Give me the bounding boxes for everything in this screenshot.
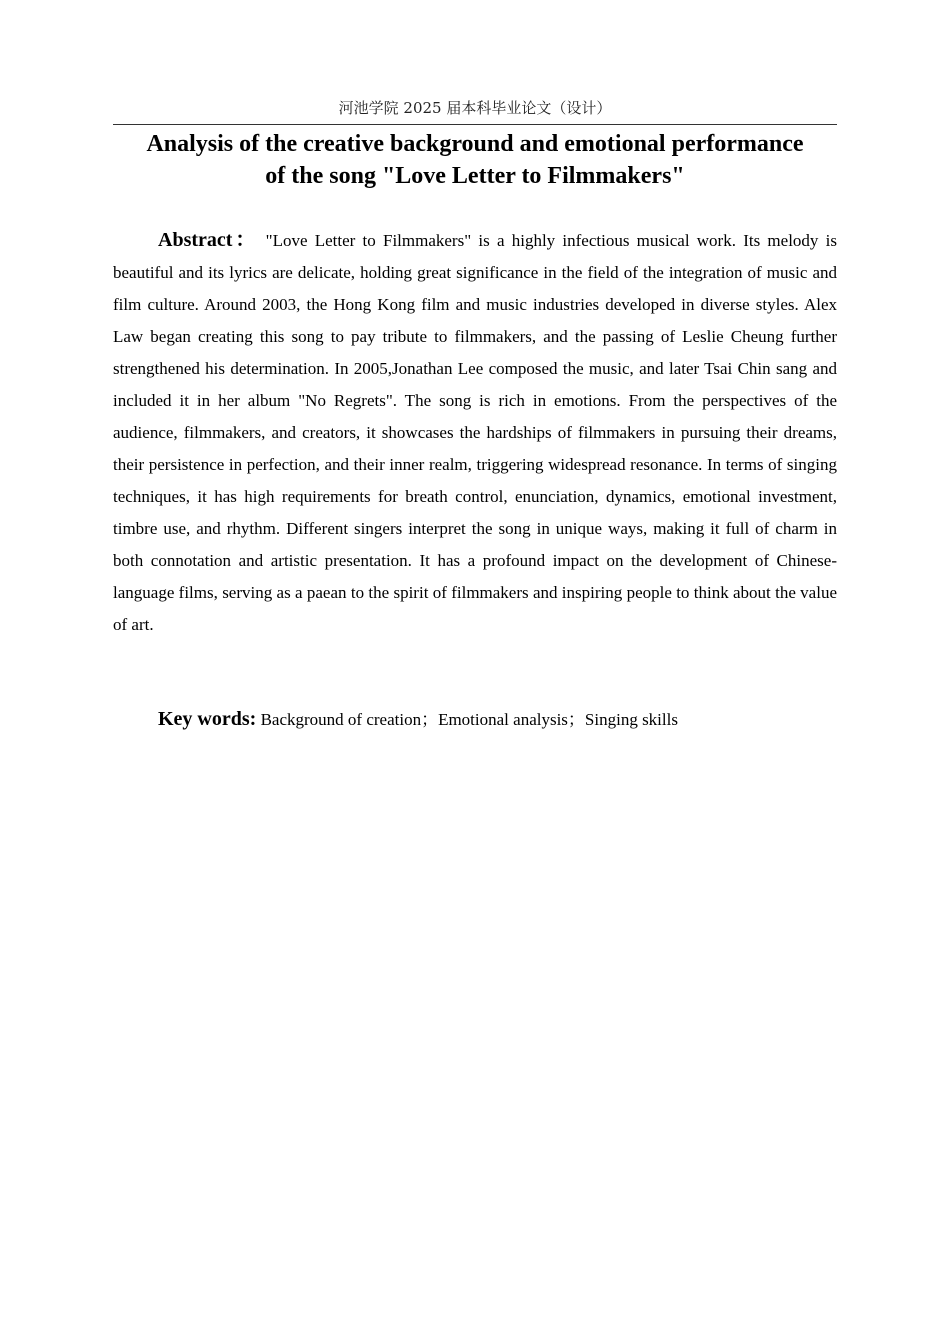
running-header: 河池学院 2025 届本科毕业论文（设计）	[338, 99, 612, 117]
keywords-label: Key words:	[158, 708, 257, 730]
keywords-paragraph	[113, 703, 837, 736]
title-line-1: Analysis of the creative background and emotional performance	[146, 131, 804, 157]
abstract-label: Abstract：	[158, 229, 259, 251]
abstract-text: "Love Letter to Filmmakers" is a highly infectious musical work. Its melody is beautiful and its lyrics are delicate, holding great significance in the field of the integration of music and film culture. Around 2003, the Hong Kong film and music industries developed in diverse styles. Alex Law began creating this song to pay tribute to filmmakers, and the passing of Leslie Cheung further strengthened his determination. In 2005,Jonathan Lee composed the music, and later Tsai Chin sang and included it in her album "No Regrets". The song is rich in emotions. From the perspectives of the audience, filmmakers, and creators, it showcases the hardships of filmmakers in pursuing their dreams, their persistence in perfection, and their inner realm, triggering widespread resonance. In terms of singing techniques, it has high requirements for breath control, enunciation, dynamics, emotional investment, timbre use, and rhythm. Different singers interpret the song in unique ways, making it full of charm in both connotation and artistic presentation. It has a profound impact on the development of Chinese-language films, serving as a paean to the spirit of filmmakers and inspiring people to think about the value of art.	[113, 231, 837, 634]
keywords-text: Background of creation；Emotional analysis；Singing skills	[260, 710, 678, 729]
paper-title	[113, 128, 837, 192]
title-line-2: of the song "Love Letter to Filmmakers"	[265, 163, 685, 189]
header-rule	[113, 124, 837, 125]
abstract-paragraph	[113, 224, 837, 641]
